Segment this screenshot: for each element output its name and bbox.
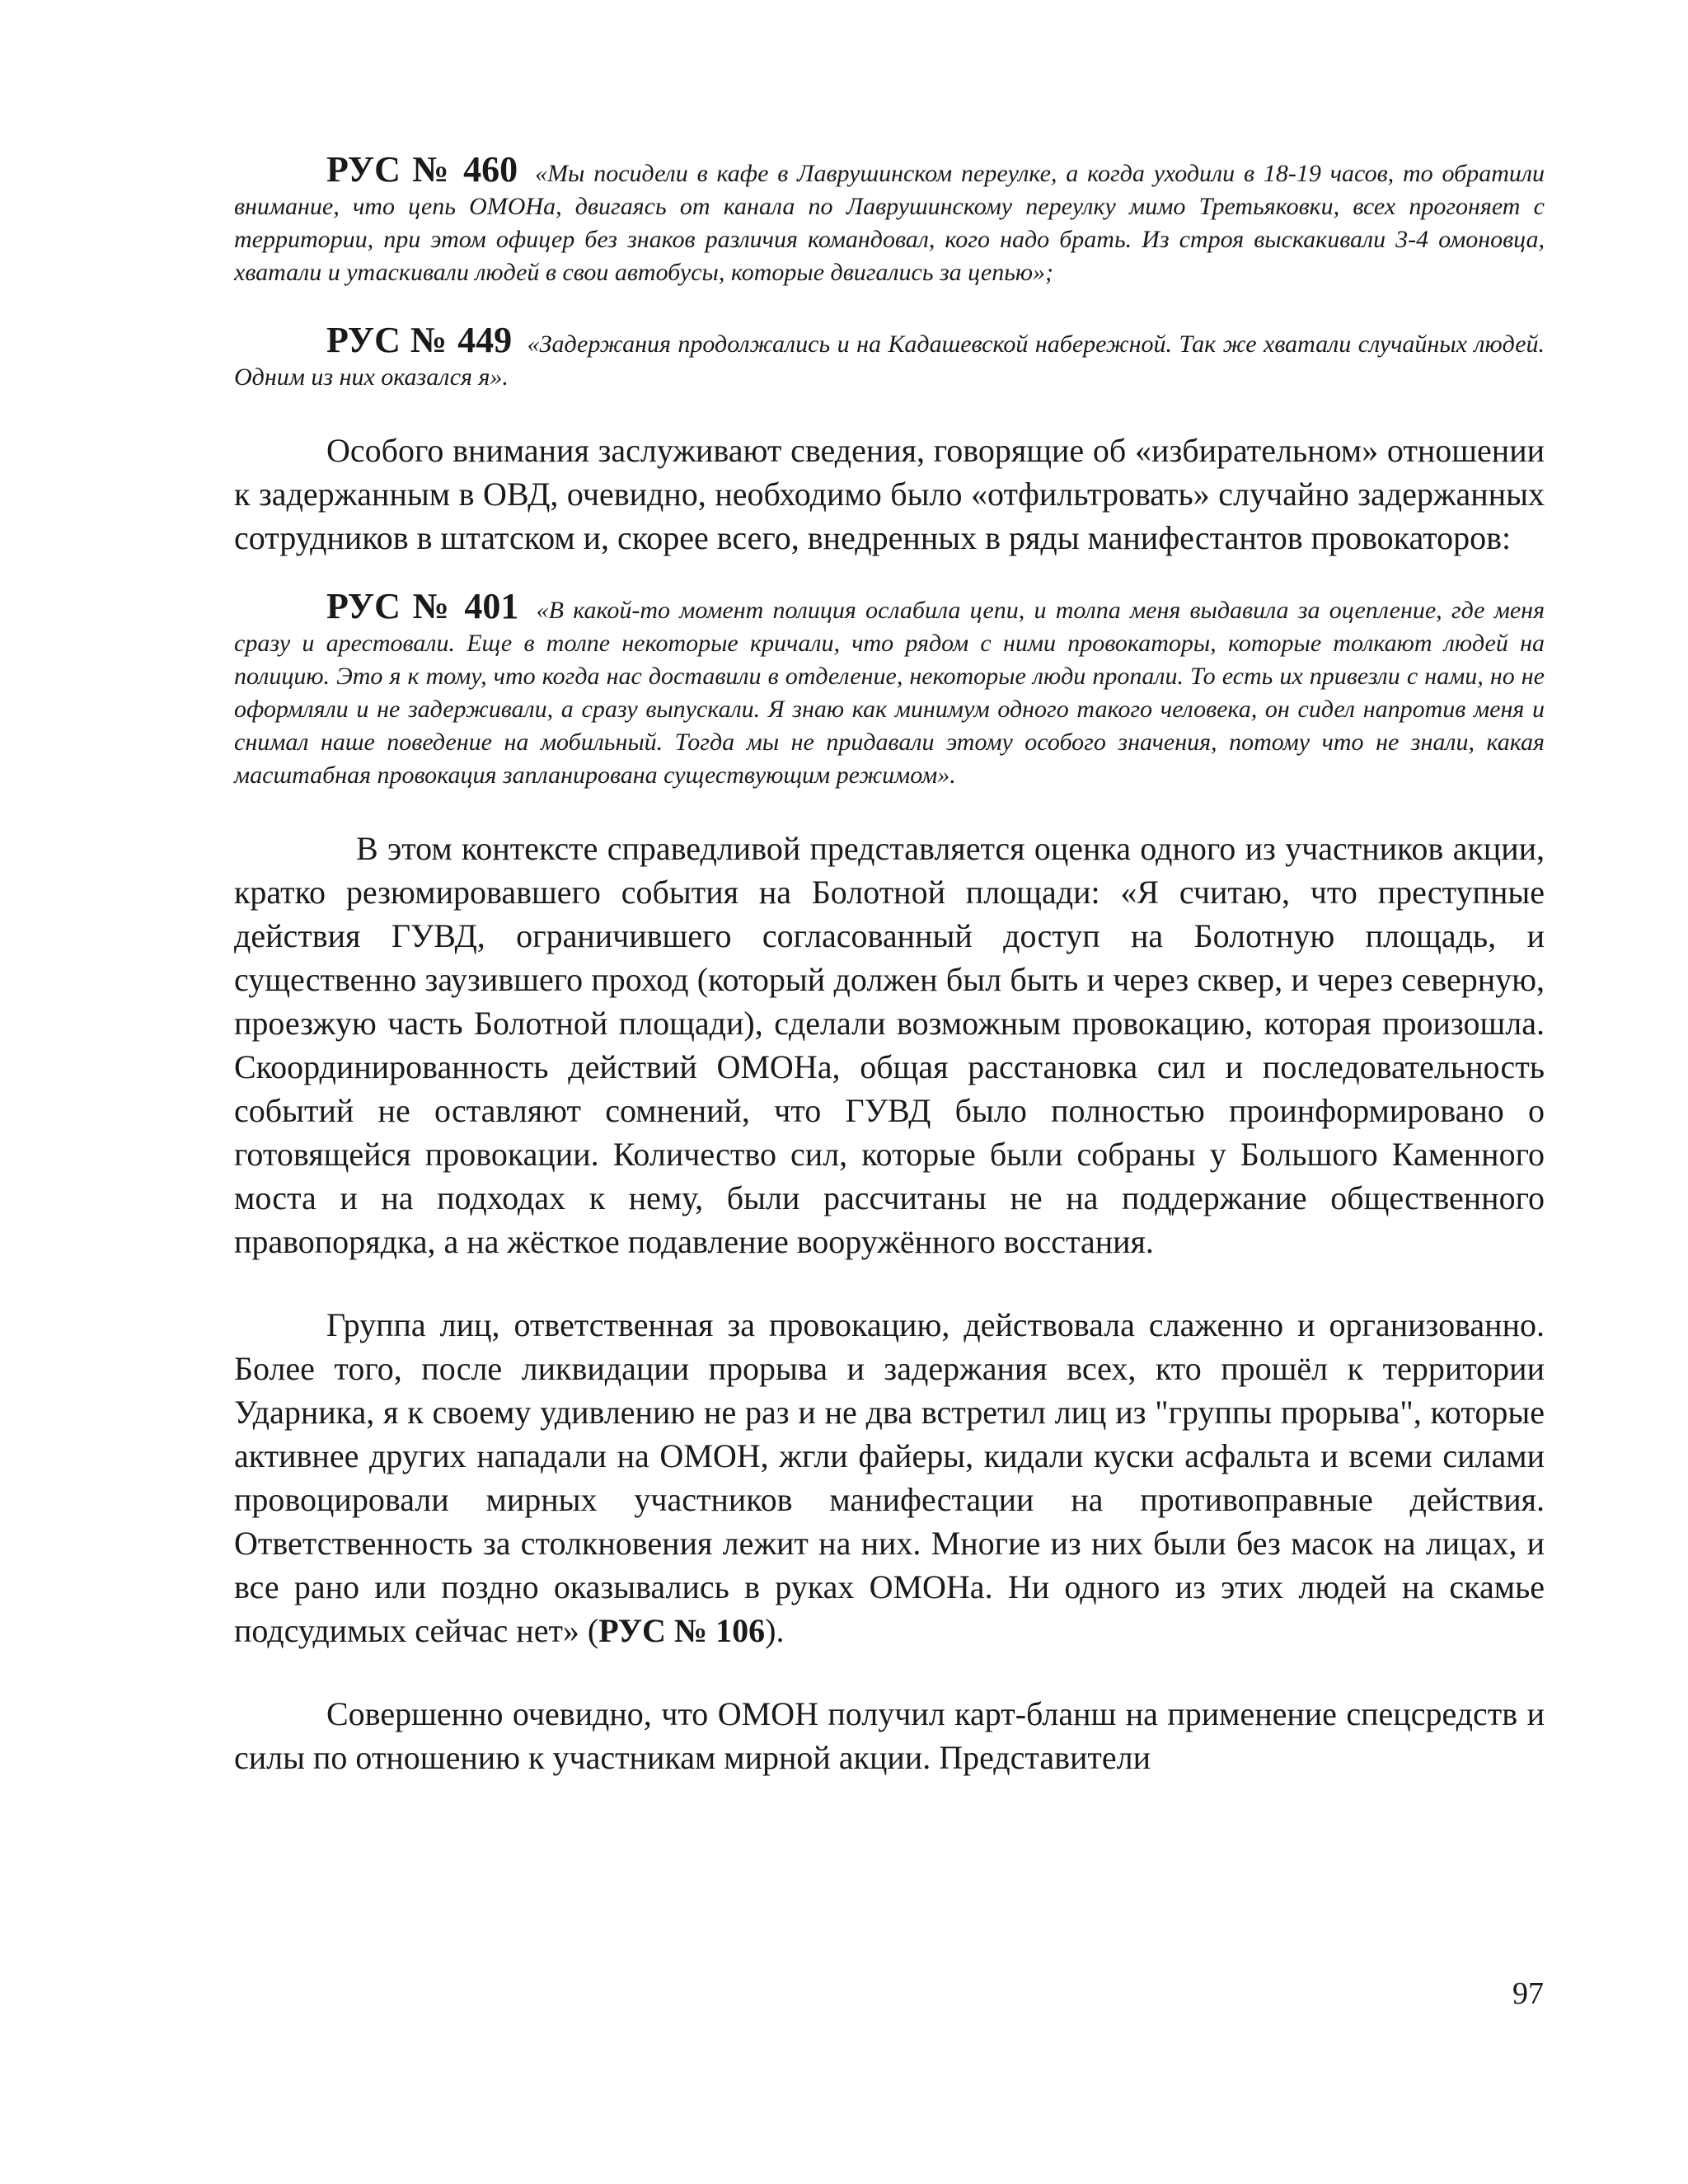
testimony-text: «Мы посидели в кафе в Лаврушинском переулке, а когда уходили в 18-19 часов, то обратили внимание, что цепь ОМОНа, двигаясь от канала по Лаврушинскому переулку мимо Третьяковки, всех прогоняет с территории, при этом офицер без знаков различия командовал, кого надо брать. Из строя выскакивали 3-4 омоновца, хватали и утаскивали людей в свои автобусы, которые двигались за цепью»; xyxy=(234,160,1545,286)
paragraph-text: Группа лиц, ответственная за провокацию, действовала слаженно и организованно. Более того, после ликвидации прорыва и задержания всех, кто прошёл к территории Ударника, я к своему удивлению не раз и не два встретил лиц из "группы прорыва", которые активнее других нападали на ОМОН, жгли файеры, кидали куски асфальта и всеми силами провоцировали мирных участников манифестации на противоправные действия. Ответственность за столкновения лежит на них. Многие из них были без масок на лицах, и все рано или поздно оказывались в руках ОМОНа. Ни одного из этих людей на скамье подсудимых сейчас нет» ( xyxy=(234,1306,1545,1649)
paragraph-omon: Совершенно очевидно, что ОМОН получил карт-бланш на применение спецсредств и силы по отношению к участникам мирной акции. Представители xyxy=(234,1695,1545,1776)
testimony-text: «Задержания продолжались и на Кадашевской набережной. Так же хватали случайных людей. Одним из них оказался я». xyxy=(234,330,1545,391)
paragraph-special-attention: Особого внимания заслуживают сведения, говорящие об «избирательном» отношении к задержанным в ОВД, очевидно, необходимо было «отфильтровать» случайно задержанных сотрудников в штатском и, скорее всего, внедренных в ряды манифестантов провокаторов: xyxy=(234,432,1545,556)
paragraph-provocation-group xyxy=(234,1303,1545,1652)
testimony-quote-449 xyxy=(234,320,1545,394)
paragraph-context: В этом контексте справедливой представляется оценка одного из участников акции, кратко резюмировавшего события на Болотной площади: «Я считаю, что преступные действия ГУВД, ограничившего согласованный доступ на Болотную площадь, и существенно заузившего проход (который должен был быть и через сквер, и через северную, проезжую часть Болотной площади), сделали возможным провокацию, которая произошла. Скоординированность действий ОМОНа, общая расстановка сил и последовательность событий не оставляют сомнений, что ГУВД было полностью проинформировано о готовящейся провокации. Количество сил, которые были собраны у Большого Каменного моста и на подходах к нему, были рассчитаны не на поддержание общественного правопорядка, а на жёсткое подавление вооружённого восстания. xyxy=(234,830,1545,1260)
paragraph-end: ). xyxy=(765,1612,785,1649)
testimony-quote-401 xyxy=(234,586,1545,792)
testimony-ref: РУС № 460 xyxy=(326,149,518,190)
testimony-text: «В какой-то момент полиция ослабила цепи, и толпа меня выдавила за оцепление, где меня сразу и арестовали. Еще в толпе некоторые кричали, что рядом с ними провокаторы, которые толкают людей на полицию. Это я к тому, что когда нас доставили в отделение, некоторые люди пропали. То есть их привезли с нами, но не оформляли и не задерживали, а сразу выпускали. Я знаю как минимум одного такого человека, он сидел напротив меня и снимал наше поведение на мобильный. Тогда мы не придавали этому особого значения, потому что не знали, какая масштабная провокация запланирована существующим режимом». xyxy=(234,597,1545,789)
testimony-quote-460 xyxy=(234,149,1545,289)
testimony-ref: РУС № 449 xyxy=(326,320,513,360)
document-page xyxy=(234,149,1545,1779)
page-number: 97 xyxy=(1512,1976,1544,2011)
testimony-ref: РУС № 401 xyxy=(326,586,519,626)
testimony-ref-inline: РУС № 106 xyxy=(598,1612,766,1649)
